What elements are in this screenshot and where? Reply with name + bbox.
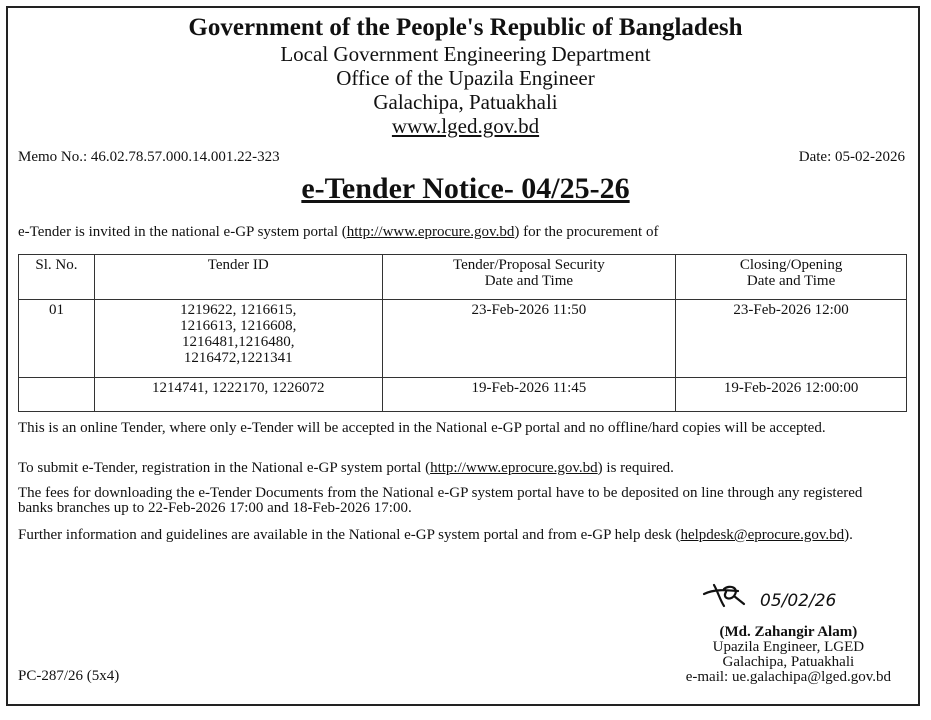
tender-id-line: 1216472,1221341 — [183, 350, 293, 366]
eprocure-link[interactable]: http://www.eprocure.gov.bd — [346, 224, 515, 240]
header-sl-no: Sl. No. — [19, 255, 95, 300]
header-security-line1: Tender/Proposal Security — [452, 257, 605, 273]
row-closing-datetime: 23-Feb-2026 12:00 — [676, 300, 907, 378]
intro-before: e-Tender is invited in the national e-GP system portal ( — [18, 224, 347, 240]
p2-before: To submit e-Tender, registration in the National e-GP system portal ( — [18, 460, 431, 476]
tender-table — [18, 254, 907, 412]
row-security-datetime: 23-Feb-2026 11:50 — [382, 300, 676, 378]
signature-date: 05/02/26 — [760, 591, 837, 611]
website-link[interactable]: www.lged.gov.bd — [391, 114, 540, 138]
tender-id-line: 1216481,1216480, — [181, 334, 295, 350]
header-closing-line1: Closing/Opening — [739, 257, 843, 273]
signer-location: Galachipa, Patuakhali — [722, 654, 855, 670]
notice-date: Date: 05-02-2026 — [798, 149, 905, 165]
p4-after: ). — [844, 527, 853, 543]
header-tender-id: Tender ID — [94, 255, 382, 300]
row-sl: 01 — [19, 300, 95, 378]
intro-text — [18, 224, 658, 241]
row-sl — [19, 378, 95, 412]
office-name: Office of the Upazila Engineer — [336, 66, 595, 90]
signer-email[interactable]: e-mail: ue.galachipa@lged.gov.bd — [685, 669, 891, 685]
tender-id-line: 1214741, 1222170, 1226072 — [151, 380, 325, 396]
p4-before: Further information and guidelines are available in the National e-GP system portal and from e-GP help desk ( — [18, 527, 681, 543]
header-closing — [676, 255, 907, 300]
helpdesk-email-link[interactable]: helpdesk@eprocure.gov.bd — [680, 527, 845, 543]
signer-name: (Md. Zahangir Alam) — [719, 624, 858, 640]
tender-id-line: 1219622, 1216615, — [180, 302, 297, 318]
memo-number: Memo No.: 46.02.78.57.000.14.001.22-323 — [18, 149, 280, 165]
registration-paragraph — [18, 461, 898, 476]
government-title: Government of the People's Republic of Bangladesh — [188, 14, 743, 41]
pc-number: PC-287/26 (5x4) — [18, 668, 120, 684]
eprocure-link-2[interactable]: http://www.eprocure.gov.bd — [430, 460, 598, 476]
header-security — [382, 255, 676, 300]
tender-id-line: 1216613, 1216608, — [180, 318, 297, 334]
signer-block — [686, 625, 891, 685]
table-row — [19, 378, 907, 412]
row-closing-datetime: 19-Feb-2026 12:00:00 — [676, 378, 907, 412]
office-location: Galachipa, Patuakhali — [373, 90, 558, 114]
table-header-row — [19, 255, 907, 300]
handwritten-signature — [700, 580, 850, 612]
header-closing-line2: Date and Time — [746, 273, 836, 289]
row-tender-ids — [94, 300, 382, 378]
row-security-datetime: 19-Feb-2026 11:45 — [382, 378, 676, 412]
p2-after: ) is required. — [597, 460, 674, 476]
row-tender-ids — [94, 378, 382, 412]
notice-title: e-Tender Notice- 04/25-26 — [301, 172, 630, 205]
department-name: Local Government Engineering Department — [280, 42, 651, 66]
online-tender-paragraph: This is an online Tender, where only e-Tender will be accepted in the National e-GP portal and no offline/hard copies will be accepted. — [18, 420, 826, 436]
intro-after: ) for the procurement of — [514, 224, 659, 240]
table-row — [19, 300, 907, 378]
signer-designation: Upazila Engineer, LGED — [712, 639, 865, 655]
fees-paragraph: The fees for downloading the e-Tender Documents from the National e-GP system portal have to be deposited on line through any registered banks branches up to 22-Feb-2026 17:00 and 18-Feb-2026 17:00. — [18, 485, 863, 516]
helpdesk-paragraph — [18, 528, 898, 543]
header-security-line2: Date and Time — [484, 273, 574, 289]
